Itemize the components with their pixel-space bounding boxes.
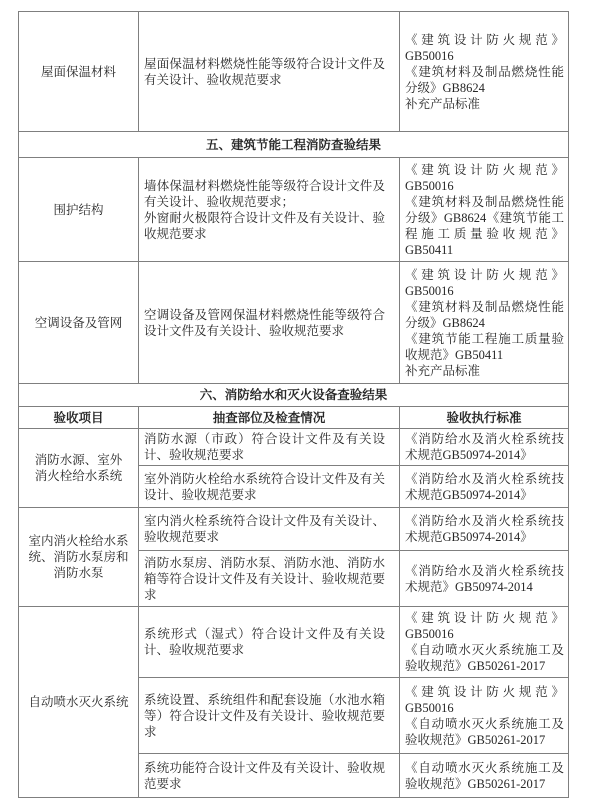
standard-text: 《消防给水及消火栓系统技术规范GB50974-2014》 — [405, 432, 564, 462]
check-text: 室内消火栓系统符合设计文件及有关设计、验收规范要求 — [144, 514, 385, 544]
item-label-line: 统、消防水泵房和 — [28, 550, 129, 564]
item-label-line: 自动喷水灭火系统 — [28, 695, 129, 709]
check-cell-envelope-structure — [139, 158, 400, 262]
standards-cell-roof-insulation — [400, 12, 569, 132]
check-text: 外窗耐火极限符合设计文件及有关设计、验收规范要求 — [144, 210, 385, 241]
standard-text: 《自动喷水灭火系统施工及验收规范》GB50261-2017 — [405, 716, 564, 747]
check-text: 室外消防火栓给水系统符合设计文件及有关设计、验收规范要求 — [144, 471, 385, 502]
standards-cell-sprinkler-setup — [400, 678, 569, 754]
table-row-water-source — [19, 429, 569, 466]
standard-text: 《建筑设计防火规范》GB50016 — [405, 611, 564, 641]
check-text: 空调设备及管网保温材料燃烧性能等级符合设计文件及有关设计、验收规范要求 — [144, 307, 385, 338]
standard-text: 补充产品标准 — [405, 96, 481, 111]
standard-text: 《建筑设计防火规范》GB50016 — [405, 32, 564, 63]
standards-cell-outdoor-hydrant — [400, 466, 569, 508]
check-text: 消防水源（市政）符合设计文件及有关设计、验收规范要求 — [144, 432, 385, 462]
standard-text: 《消防给水及消火栓系统技术规范GB50974-2014》 — [405, 471, 564, 502]
standard-text: 《建筑设计防火规范》GB50016 — [405, 267, 564, 298]
standard-text: 《建筑材料及制品燃烧性能分级》GB8624 — [405, 64, 564, 95]
table-row-section5-title — [19, 132, 569, 158]
standard-text: 《自动喷水灭火系统施工及验收规范》GB50261-2017 — [405, 760, 564, 791]
standard-text: 《建筑材料及制品燃烧性能分级》GB8624 — [405, 299, 564, 330]
item-label: 屋面保温材料 — [40, 64, 116, 79]
column-header-check: 抽查部位及检查情况 — [139, 407, 400, 429]
check-cell-pump-room — [139, 551, 400, 607]
item-label: 空调设备及管网 — [34, 315, 123, 330]
item-cell-sprinkler-system — [19, 607, 139, 798]
item-cell-indoor-hydrant-pump — [19, 508, 139, 607]
check-text: 系统功能符合设计文件及有关设计、验收规范要求 — [144, 760, 385, 791]
check-cell-indoor-hydrant — [139, 508, 400, 551]
standard-text: 《建筑设计防火规范》GB50016 — [405, 684, 564, 715]
check-cell-sprinkler-form — [139, 607, 400, 678]
check-text: 消防水泵房、消防水泵、消防水池、消防水箱等符合设计文件及有关设计、验收规范要求 — [144, 555, 385, 602]
standards-cell-water-source — [400, 429, 569, 466]
section6-title: 六、消防给水和灭火设备查验结果 — [19, 384, 569, 407]
item-label-line: 消防水泵 — [53, 566, 104, 580]
column-header-standard: 验收执行标准 — [400, 407, 569, 429]
table-row-sprinkler-form — [19, 607, 569, 678]
item-cell-roof-insulation — [19, 12, 139, 132]
table-row-section6-title — [19, 384, 569, 407]
item-label-line: 室内消火栓给水系 — [28, 534, 129, 548]
standards-cell-indoor-hydrant — [400, 508, 569, 551]
item-label-line: 消火栓给水系统 — [34, 469, 123, 483]
table-row-column-headers — [19, 407, 569, 429]
standard-text: 《建筑材料及制品燃烧性能分级》GB8624《建筑节能工程施工质量验收规范》GB50411 — [405, 194, 564, 257]
section5-title: 五、建筑节能工程消防查验结果 — [19, 132, 569, 158]
item-cell-water-source-outdoor-hydrant — [19, 429, 139, 508]
standards-cell-envelope-structure — [400, 158, 569, 262]
check-cell-water-source — [139, 429, 400, 466]
check-text: 系统形式（湿式）符合设计文件及有关设计、验收规范要求 — [144, 627, 385, 657]
fire-inspection-table — [18, 11, 569, 798]
standard-text: 《消防给水及消火栓系统技术规范GB50974-2014》 — [405, 514, 564, 544]
standards-cell-sprinkler-form — [400, 607, 569, 678]
item-cell-hvac-pipework — [19, 262, 139, 384]
table-row-envelope-structure — [19, 158, 569, 262]
check-cell-outdoor-hydrant — [139, 466, 400, 508]
check-text: 屋面保温材料燃烧性能等级符合设计文件及有关设计、验收规范要求 — [144, 56, 385, 87]
check-text: 墙体保温材料燃烧性能等级符合设计文件及有关设计、验收规范要求； — [144, 178, 385, 209]
item-cell-envelope-structure — [19, 158, 139, 262]
item-label-line: 消防水源、室外 — [34, 453, 123, 467]
standard-text: 《建筑设计防火规范》GB50016 — [405, 162, 564, 193]
standard-text: 《消防给水及消火栓系统技术规范》GB50974-2014 — [405, 563, 564, 594]
table-row-roof-insulation — [19, 12, 569, 132]
table-row-indoor-hydrant — [19, 508, 569, 551]
table-row-hvac-pipework — [19, 262, 569, 384]
standard-text: 《建筑节能工程施工质量验收规范》GB50411 — [405, 331, 564, 362]
standards-cell-pump-room — [400, 551, 569, 607]
item-label: 围护结构 — [53, 202, 104, 217]
standards-cell-hvac-pipework — [400, 262, 569, 384]
check-text: 系统设置、系统组件和配套设施（水池水箱等）符合设计文件及有关设计、验收规范要求 — [144, 692, 385, 739]
standards-cell-sprinkler-function — [400, 754, 569, 798]
standard-text: 补充产品标准 — [405, 363, 481, 378]
check-cell-sprinkler-setup — [139, 678, 400, 754]
standard-text: 《自动喷水灭火系统施工及验收规范》GB50261-2017 — [405, 643, 564, 673]
check-cell-hvac-pipework — [139, 262, 400, 384]
check-cell-sprinkler-function — [139, 754, 400, 798]
column-header-item: 验收项目 — [19, 407, 139, 429]
check-cell-roof-insulation — [139, 12, 400, 132]
